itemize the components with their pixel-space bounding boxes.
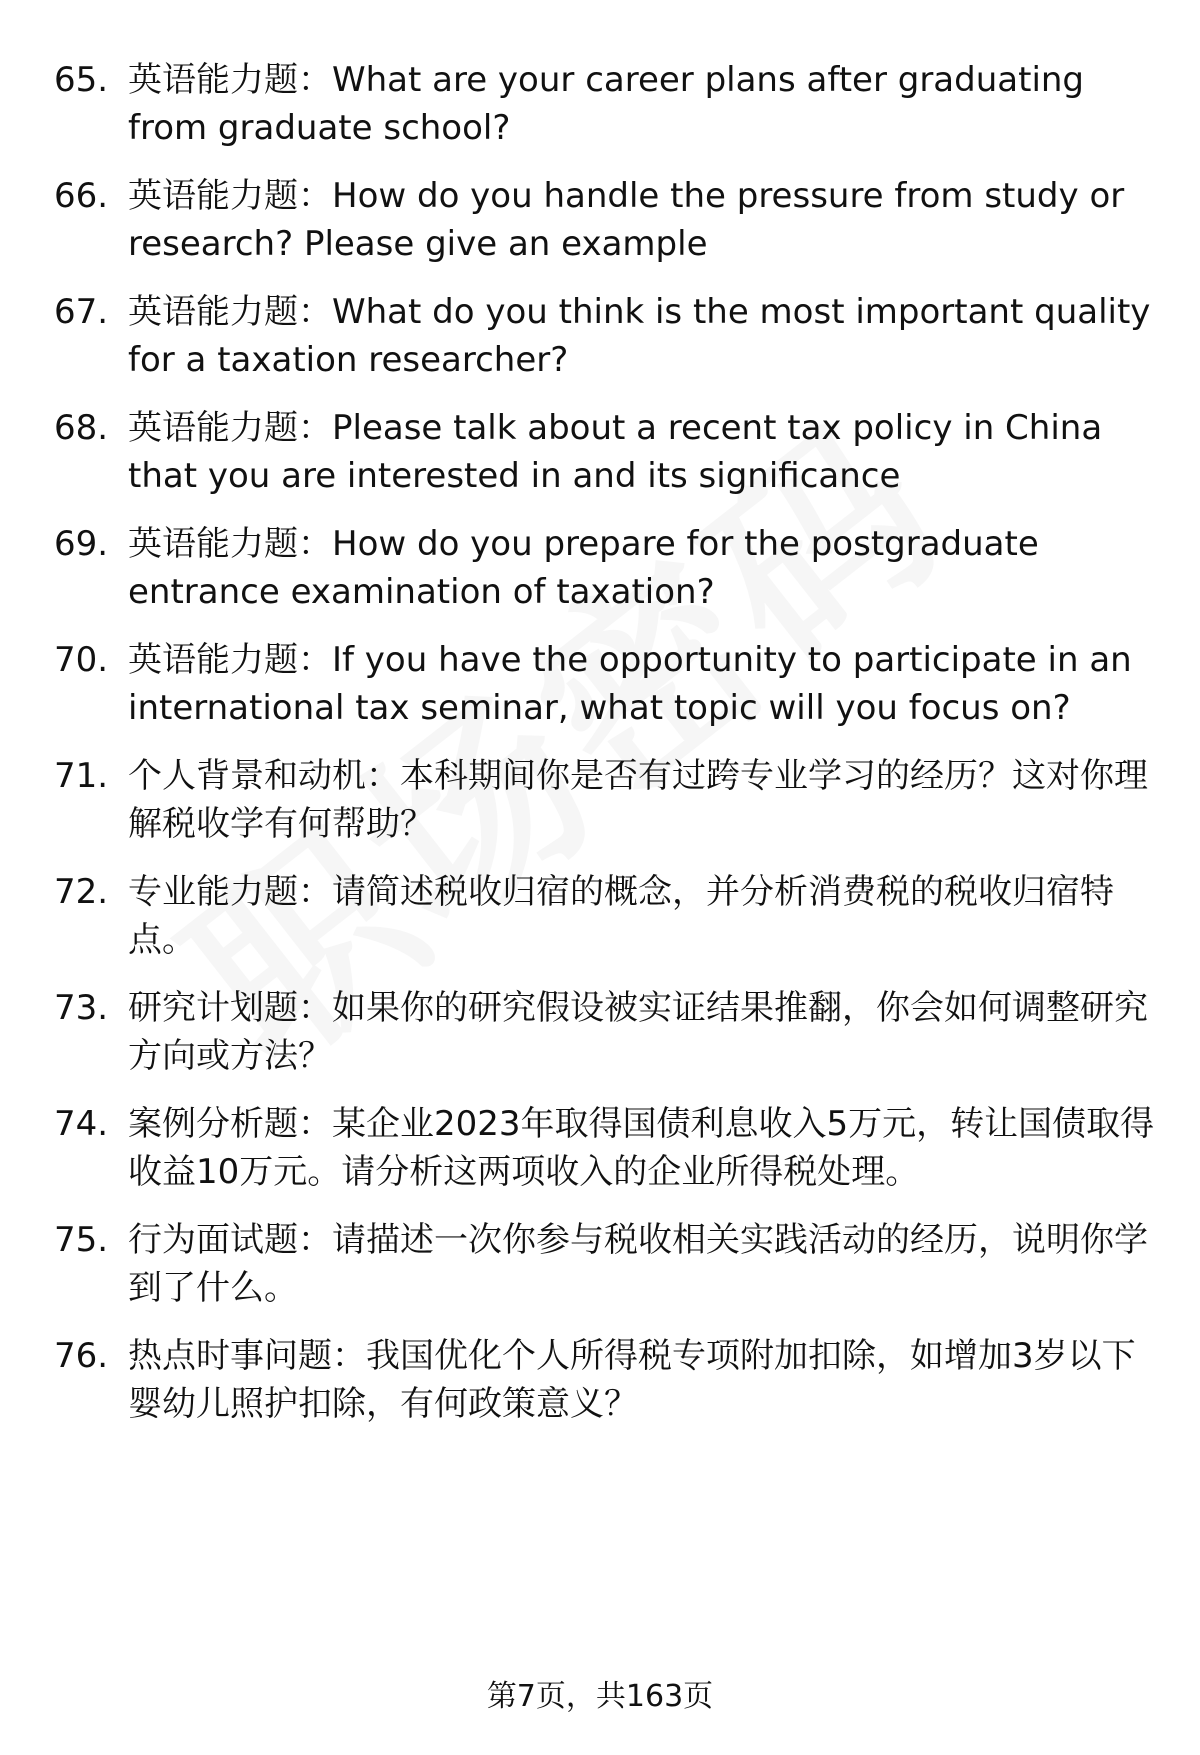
question-item <box>0 868 1200 978</box>
question-item <box>0 56 1200 166</box>
question-body: 请简述税收归宿的概念，并分析消费税的税收归宿特点。 <box>128 872 1114 960</box>
question-body: Please talk about a recent tax policy in China that you are interested in and its significance <box>128 408 1103 496</box>
question-body: 如果你的研究假设被实证结果推翻，你会如何调整研究方向或方法？ <box>128 988 1148 1076</box>
question-text <box>128 172 1158 268</box>
question-body: How do you handle the pressure from study or research? Please give an example <box>128 176 1125 264</box>
question-item <box>0 404 1200 514</box>
question-item <box>0 752 1200 862</box>
question-number: 71. <box>54 756 109 796</box>
question-number: 72. <box>54 872 109 912</box>
question-category: 专业能力题： <box>128 872 332 912</box>
question-text <box>128 1100 1158 1196</box>
question-text <box>128 1216 1158 1312</box>
question-number: 69. <box>54 524 109 564</box>
question-text <box>128 288 1158 384</box>
question-item <box>0 288 1200 398</box>
question-category: 热点时事问题： <box>128 1336 366 1376</box>
question-category: 英语能力题： <box>128 176 332 216</box>
question-category: 英语能力题： <box>128 292 332 332</box>
question-text <box>128 1332 1158 1428</box>
question-text <box>128 404 1158 500</box>
question-category: 行为面试题： <box>128 1220 332 1260</box>
question-body: If you have the opportunity to participate in an international tax seminar, what topic will you focus on? <box>128 640 1132 728</box>
question-item <box>0 636 1200 746</box>
question-number: 66. <box>54 176 109 216</box>
question-category: 英语能力题： <box>128 60 332 100</box>
question-item <box>0 172 1200 282</box>
question-text <box>128 56 1158 152</box>
question-number: 74. <box>54 1104 109 1144</box>
question-number: 67. <box>54 292 109 332</box>
question-text <box>128 520 1158 616</box>
question-body: 某企业2023年取得国债利息收入5万元，转让国债取得收益10万元。请分析这两项收入的企业所得税处理。 <box>128 1104 1155 1192</box>
question-item <box>0 520 1200 630</box>
question-body: 我国优化个人所得税专项附加扣除，如增加3岁以下婴幼儿照护扣除，有何政策意义？ <box>128 1336 1136 1424</box>
question-item <box>0 984 1200 1094</box>
question-text <box>128 636 1158 732</box>
question-text <box>128 752 1158 848</box>
question-category: 个人背景和动机： <box>128 756 400 796</box>
question-number: 73. <box>54 988 109 1028</box>
question-category: 案例分析题： <box>128 1104 332 1144</box>
question-category: 英语能力题： <box>128 524 332 564</box>
question-body: What do you think is the most important quality for a taxation researcher? <box>128 292 1151 380</box>
question-text <box>128 868 1158 964</box>
question-body: 本科期间你是否有过跨专业学习的经历？这对你理解税收学有何帮助？ <box>128 756 1148 844</box>
question-item <box>0 1100 1200 1210</box>
question-category: 英语能力题： <box>128 640 332 680</box>
question-item <box>0 1216 1200 1326</box>
question-number: 65. <box>54 60 109 100</box>
question-body: 请描述一次你参与税收相关实践活动的经历，说明你学到了什么。 <box>128 1220 1148 1308</box>
question-category: 英语能力题： <box>128 408 332 448</box>
question-body: What are your career plans after graduating from graduate school? <box>128 60 1085 148</box>
question-number: 76. <box>54 1336 109 1376</box>
question-number: 68. <box>54 408 109 448</box>
question-text <box>128 984 1158 1080</box>
question-number: 75. <box>54 1220 109 1260</box>
question-item <box>0 1332 1200 1442</box>
page-footer: 第7页，共163页 <box>486 1679 714 1714</box>
question-category: 研究计划题： <box>128 988 332 1028</box>
question-body: How do you prepare for the postgraduate entrance examination of taxation? <box>128 524 1039 612</box>
question-number: 70. <box>54 640 109 680</box>
